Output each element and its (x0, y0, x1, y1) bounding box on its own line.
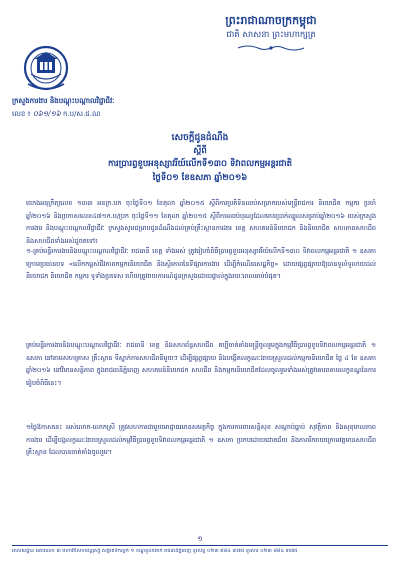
footer-divider (12, 545, 388, 546)
kingdom-heading: ព្រះរាជាណាចក្រកម្ពុជា (225, 14, 317, 27)
body-paragraph-2: ១-គ្រប់មន្ទីរការងារនិងបណ្តុះបណ្តាលវិជ្ជាជីវៈ រាជធានី ខេត្ត ទាំងអស់ ត្រូវរៀបចំពិធីប្រារព្ធខួបអនុស្សាវរីយ៍លើកទី១៣០ ទិវាពលកម្មអន្តរជាតិ ១ ឧសភា ក្រោមប្រធានបទ «លើកកម្ពស់ជីវភាពកម្មករនិយោជិត និងស្ថិរភាពនៃទីផ្សារការងារ ដើម្បីកំណើនសេដ្ឋកិច្ច» ដោយផ្សព្វផ្សាយឱ្យបានទូលំទូលាយដល់និយោជក និយោជិត កម្មករ ទូទាំងប្រទេស ហើយត្រូវរាយការណ៍ជូនក្រសួងដោយផ្ទាល់ក្នុងរយៈពេលឆាប់បំផុត។ (26, 247, 376, 281)
ornament-divider (236, 44, 306, 52)
notice-date: ថ្ងៃទី០១ ខែឧសភា ឆ្នាំ២០១៦ (152, 173, 248, 183)
notice-title: សេចក្ដីជូនដំណឹង (171, 133, 229, 143)
ministry-logo (20, 44, 72, 94)
body-paragraph-1: យោងអនុក្រឹត្យលេខ ១៣៣ អនក្រ.បក ចុះថ្ងៃទី០១ ខែតុលា ឆ្នាំ២០១៥ ស្ដីពីការប្រតិទិនឈប់សម្រាករបស់មន្ត្រីរាជការ និយោជិត កម្មករ ប្រចាំឆ្នាំ២០១៦ និងប្រកាសលេខ៤៧១ក.ប/ប្រក ចុះថ្ងៃទី១១ ខែតុលា ឆ្នាំ២០១៥ ស្ដីពីការឈប់បុណ្យដែលមានប្រាក់ឈ្នួលសម្រាប់ឆ្នាំ២០១៦ របស់ក្រសួងការងារ និងបណ្តុះបណ្តាលវិជ្ជាជីវៈ ក្រសួងសូមជម្រាបជូនដំណឹងដល់គ្រប់គ្រឹះស្ថានការងារ ខេត្ត សហគមន៍និយោជក និងនិយោជិត សហភាពសហជីព និងសហជីពទាំងអស់ដូចតទៅ៖ (26, 199, 376, 245)
body-paragraph-4: ១ថ្ងៃឱកាសនេះ អស់លោក-លោកស្រី ត្រូវសហការជាមួយអាជ្ញាធរមានសមត្ថកិច្ច ក្នុងការការពារសន្តិសុខ សណ្ដាប់ធ្នាប់ សុវត្ថិភាព និងសុខុមាលភាពការងារ ដើម្បីបង្កលក្ខណៈងាយស្រួលដល់កម្មវិធីប្រារព្ធខួបទិវាពលកម្មអន្តរជាតិ ១ ឧសភា ប្រកបដោយជោគជ័យ និងភាពរីករាយក្រោមវត្តមានសហជីព គ្រឹះស្ថាន ដែលបានចាត់តាំងចូលរួម។ (26, 423, 376, 457)
ministry-name: ក្រសួងការងារ និងបណ្តុះបណ្តាលវិជ្ជាជីវៈ (12, 97, 115, 105)
reference-label: លេខ ៖ (12, 110, 31, 118)
notice-subject-label: ស្ដីពី (193, 146, 207, 156)
national-motto: ជាតិ សាសនា ព្រះមហាក្សត្រ (226, 30, 316, 40)
footer-address: អាសយដ្ឋាន អគារលេខ ៣ មហាវិថីសហព័ន្ធរុស្ស៊ី សង្កាត់ទឹកល្អក់ ១ ខណ្ឌទួលគោក រាជធានីភ្នំពេញ ទូរស័ព្ទ ០២៣ ៨៨៤ ៣៧៥ ទូរសារ ០២៣ ៨៨៤ ៣៧៥ (12, 548, 298, 554)
body-paragraph-3: គ្រប់មន្ទីរការងារនិងបណ្តុះបណ្តាលវិជ្ជាជីវៈ រាជធានី ខេត្ត និងសហព័ន្ធសហជីព គប្បីចាត់តាំងមន្ត្រីចូលរួមក្នុងកម្មវិធីប្រារព្ធខួបទិវាពលកម្មអន្តរជាតិ ១ ឧសភា នៅតាមសហគ្រាស គ្រឹះស្ថាន ទីស្នាក់ការសហជីពនីមួយៗ ដើម្បីផ្សព្វផ្សាយ និងបង្កើតលក្ខណៈងាយស្រួលដល់កម្មករនិយោជិត ថ្ងៃ ៤ ខែ ឧសភា ឆ្នាំ២០១៦ នៅវិមានសន្តិភាព ក្នុងរាជធានីភ្នំពេញ សហគមន៍និយោជក សហជីព និងកម្មករនិយោជិតដែលចូលរួមទាំងអស់ត្រូវគោរពតាមលក្ខខណ្ឌនៃការរៀបចំពិធីនេះ។ (26, 341, 376, 387)
reference-suffix: ក.ប/ស.ជ.ណ (62, 110, 101, 118)
notice-subject: ការប្រារព្ធខួបអនុស្សាវរីយ៍លើកទី១៣០ ទិវាពលកម្មអន្តរជាតិ (107, 159, 293, 169)
reference-line (12, 110, 232, 120)
page-number: ១ (197, 535, 203, 543)
reference-number: ០៦១/១៦ (32, 110, 61, 118)
